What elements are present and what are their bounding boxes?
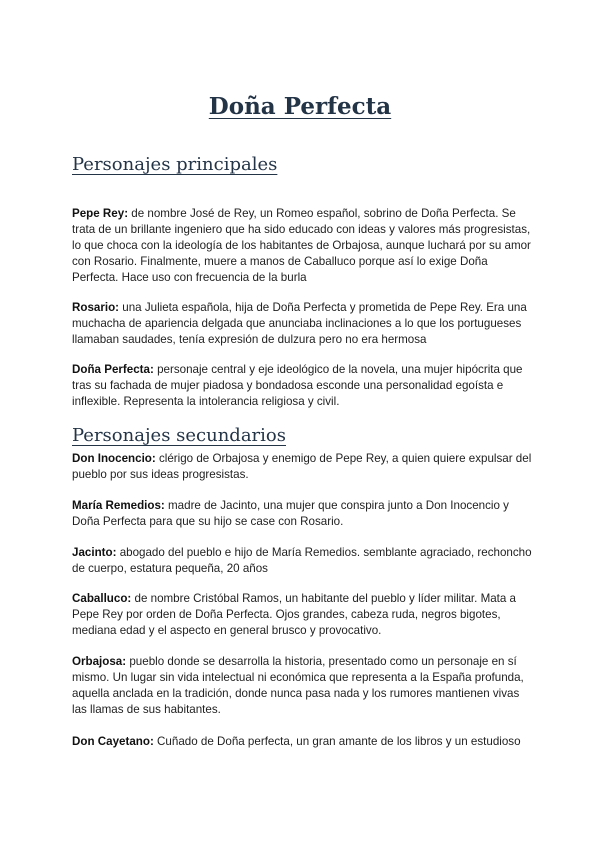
section-heading-secundarios: Personajes secundarios — [72, 425, 286, 446]
character-name: Rosario: — [72, 301, 120, 314]
document-title-text: Doña Perfecta — [208, 93, 392, 120]
character-description: pueblo donde se desarrolla la historia, presentado como un personaje en sí mismo. Un lugar sin vida intelectual ni económica que representa a la España profunda, aquella anclada en la tradición, donde nunca pasa nada y los rumores mantienen vivas las llamas de sus habitantes. — [72, 655, 524, 716]
character-entry-don-cayetano — [72, 734, 534, 750]
document-title — [0, 93, 600, 120]
character-entry-jacinto — [72, 545, 534, 577]
character-description: madre de Jacinto, una mujer que conspira junto a Don Inocencio y Doña Perfecta para que su hijo se case con Rosario. — [72, 499, 509, 528]
character-name: Jacinto: — [72, 546, 117, 559]
character-description: una Julieta española, hija de Doña Perfecta y prometida de Pepe Rey. Era una muchacha de apariencia delgada que anunciaba inclinaciones a lo que los portugueses llamaban saudades, tenía expresión de dulzura pero no era hermosa — [72, 301, 527, 346]
character-name: Caballuco: — [72, 592, 132, 605]
character-entry-don-inocencio — [72, 451, 534, 483]
character-description: clérigo de Orbajosa y enemigo de Pepe Rey, a quien quiere expulsar del pueblo por sus ideas progresistas. — [72, 452, 532, 481]
character-description: Cuñado de Doña perfecta, un gran amante de los libros y un estudioso — [157, 735, 521, 748]
character-entry-maria-remedios — [72, 498, 534, 530]
character-entry-dona-perfecta — [72, 362, 534, 410]
character-name: Doña Perfecta: — [72, 363, 154, 376]
character-entry-orbajosa — [72, 654, 534, 718]
character-description: de nombre Cristóbal Ramos, un habitante del pueblo y líder militar. Mata a Pepe Rey por orden de Doña Perfecta. Ojos grandes, cabeza ruda, negros bigotes, mediana edad y el aspecto en general brusco y provocativo. — [72, 592, 517, 637]
section-heading-principales: Personajes principales — [72, 154, 278, 175]
character-entry-rosario — [72, 300, 534, 348]
character-entry-caballuco — [72, 591, 534, 639]
character-description: de nombre José de Rey, un Romeo español, sobrino de Doña Perfecta. Se trata de un brillante ingeniero que ha sido educado con ideas y valores más progresistas, lo que choca con la ideología de los habitantes de Orbajosa, aunque luchará por su amor con Rosario. Finalmente, muere a manos de Caballuco porque así lo exige Doña Perfecta. Hace uso con frecuencia de la burla — [72, 207, 531, 284]
character-entry-pepe-rey — [72, 206, 534, 286]
character-name: Orbajosa: — [72, 655, 127, 668]
character-name: Pepe Rey: — [72, 207, 129, 220]
character-name: Don Cayetano: — [72, 735, 154, 748]
character-description: personaje central y eje ideológico de la novela, una mujer hipócrita que tras su fachada de mujer piadosa y bondadosa esconde una personalidad egoísta e inflexible. Representa la intolerancia religiosa y civil. — [72, 363, 523, 408]
character-name: Don Inocencio: — [72, 452, 156, 465]
character-name: María Remedios: — [72, 499, 165, 512]
character-description: abogado del pueblo e hijo de María Remedios. semblante agraciado, rechoncho de cuerpo, estatura pequeña, 20 años — [72, 546, 532, 575]
